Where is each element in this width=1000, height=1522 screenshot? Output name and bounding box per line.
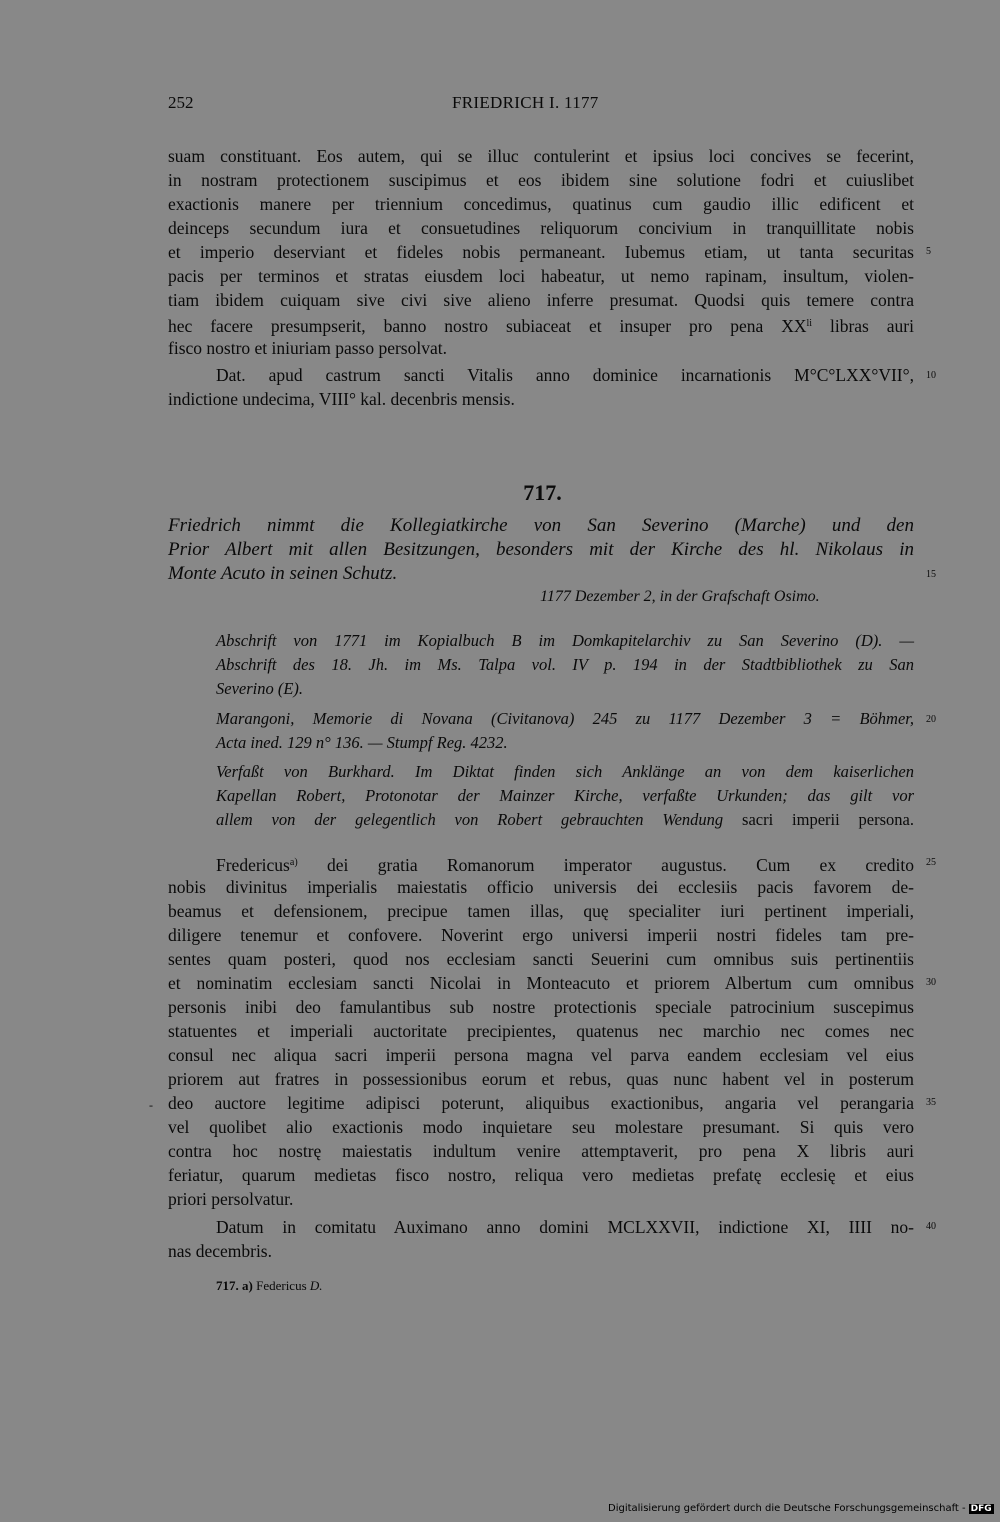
dating-line: Dat. apud castrum sancti Vitalis anno dominice incarnationis M°C°LXX°VII°, [216, 365, 914, 385]
line-number: 20 [926, 714, 936, 725]
line-number: 5 [926, 246, 931, 257]
dfg-logo: DFG [970, 1504, 992, 1514]
text-line: deo auctore legitime adipisci poterunt, aliquibus exactionibus, angaria vel perangaria [168, 1093, 914, 1113]
text-line: vel quolibet alio exactionis modo inquietare seu molestare presumant. Si quis vero [168, 1117, 914, 1137]
footnote-ref: 717. a) [216, 1278, 253, 1293]
text-line: nobis divinitus imperialis maiestatis officio universis dei ecclesiis pacis favorem de- [168, 877, 914, 897]
text-line: fisco nostro et iniuriam passo persolvat. [168, 338, 447, 358]
text-line: contra hoc nostrę maiestatis indultum venire attemptaverit, pro pena X libris auri [168, 1141, 914, 1161]
source-line [216, 808, 914, 832]
text-line: suam constituant. Eos autem, qui se illuc contulerint et ipsius loci concives se fecerint, [168, 146, 914, 166]
superscript: a) [289, 857, 298, 868]
line-number: 10 [926, 370, 936, 381]
text-line: tiam ibidem cuiquam sive civi sive alieno inferre presumat. Quodsi quis temere contra [168, 290, 914, 310]
text-segment: sacri imperii persona. [742, 810, 914, 829]
footnote-siglum: D. [309, 1278, 323, 1293]
datum-line: nas decembris. [168, 1241, 272, 1261]
funding-credit [608, 1503, 994, 1514]
text-line: consul nec aliqua sacri imperii persona magna vel parva eandem ecclesiam vel eius [168, 1045, 914, 1065]
text-segment: Cum ex credito [756, 855, 915, 875]
document-number: 717. [523, 480, 562, 505]
regest-line: Monte Acuto in seinen Schutz. [168, 563, 398, 584]
line-number: 35 [926, 1097, 936, 1108]
text-line: et nominatim ecclesiam sancti Nicolai in Monteacuto et priorem Albertum cum omnibus [168, 973, 914, 993]
source-line: Abschrift des 18. Jh. im Ms. Talpa vol. IV p. 194 in der Stadtbibliothek zu San [216, 655, 914, 674]
text-segment: Fredericus [216, 855, 290, 875]
source-line: Verfaßt von Burkhard. Im Diktat finden sich Anklänge an von dem kaiserlichen [216, 762, 914, 781]
text-line: deinceps secundum iura et consuetudines reliquorum concivium in tranquillitate nobis [168, 218, 914, 238]
text-line: statuentes et imperiali auctoritate precipientes, quatenus nec marchio nec comes nec [168, 1021, 914, 1041]
text-segment: allem von der gelegentlich von Robert gebrauchten Wendung [216, 810, 724, 829]
text-line: diligere tenemur et confovere. Noverint ergo universi imperii nostri fideles tam pre- [168, 925, 914, 945]
text-line: personis inibi deo famulantibus sub nostre protectionis speciale patrocinium suscepimus [168, 997, 914, 1017]
source-line: Severino (E). [216, 679, 304, 698]
text-line: exactionis manere per triennium concedimus, quatinus cum gaudio illic edificent et [168, 194, 914, 214]
text-line: sentes quam posteri, quod nos ecclesiam sancti Seuerini cum omnibus suis pertinentiis [168, 949, 914, 969]
running-title: FRIEDRICH I. 1177 [452, 93, 599, 112]
text-line: beamus et defensionem, precipue tamen illas, quę specialiter iuri pertinent imperiali, [168, 901, 914, 921]
text-line [216, 851, 914, 875]
dating-line: indictione undecima, VIII° kal. decenbris mensis. [168, 389, 515, 409]
regest-line: Friedrich nimmt die Kollegiatkirche von San Severino (Marche) und den [168, 515, 914, 536]
text-line: priori persolvatur. [168, 1189, 294, 1209]
line-number: 40 [926, 1221, 936, 1232]
source-line: Acta ined. 129 n° 136. — Stumpf Reg. 4232. [216, 733, 508, 752]
regest-line: Prior Albert mit allen Besitzungen, besonders mit der Kirche des hl. Nikolaus in [168, 539, 914, 560]
line-number: 30 [926, 977, 936, 988]
text-line: priorem aut fratres in possessionibus eorum et rebus, quas nunc habent vel in posterum [168, 1069, 914, 1089]
source-line: Kapellan Robert, Protonotar der Mainzer Kirche, verfaßte Urkunden; das gilt vor [216, 786, 914, 805]
text-segment: hec facere presumpserit, banno nostro subiaceat et insuper pro pena XX [168, 316, 807, 336]
margin-mark: - [149, 1098, 153, 1112]
footnote [216, 1278, 323, 1294]
text-line: feriatur, quarum medietas fisco nostro, reliqua vero medietas prefatę ecclesię et eius [168, 1165, 914, 1185]
text-line [168, 312, 914, 336]
text-line: in nostram protectionem suscipimus et eos ibidem sine solutione fodri et cuiuslibet [168, 170, 914, 190]
text-segment: dei gratia Romanorum imperator augustus. [327, 855, 727, 875]
text-segment: libras auri [812, 316, 914, 336]
text-line: pacis per terminos et stratas eiusdem loci habeatur, ut nemo rapinam, insultum, violen- [168, 266, 914, 286]
footnote-text: Federicus [256, 1278, 307, 1293]
source-line: Marangoni, Memorie di Novana (Civitanova) 245 zu 1177 Dezember 3 = Böhmer, [216, 709, 914, 728]
line-number: 25 [926, 857, 936, 868]
text-line: et imperio deserviant et fideles nobis permaneant. Iubemus etiam, ut tanta securitas [168, 242, 914, 262]
superscript: li [806, 318, 813, 329]
regest-date: 1177 Dezember 2, in der Grafschaft Osimo. [540, 588, 820, 605]
datum-line: Datum in comitatu Auximano anno domini MCLXXVII, indictione XI, IIII no- [216, 1217, 914, 1237]
credit-text: Digitalisierung gefördert durch die Deutsche Forschungsgemeinschaft - [608, 1503, 966, 1514]
page-number: 252 [168, 93, 194, 112]
source-line: Abschrift von 1771 im Kopialbuch B im Domkapitelarchiv zu San Severino (D). — [216, 631, 914, 650]
line-number: 15 [926, 569, 936, 580]
